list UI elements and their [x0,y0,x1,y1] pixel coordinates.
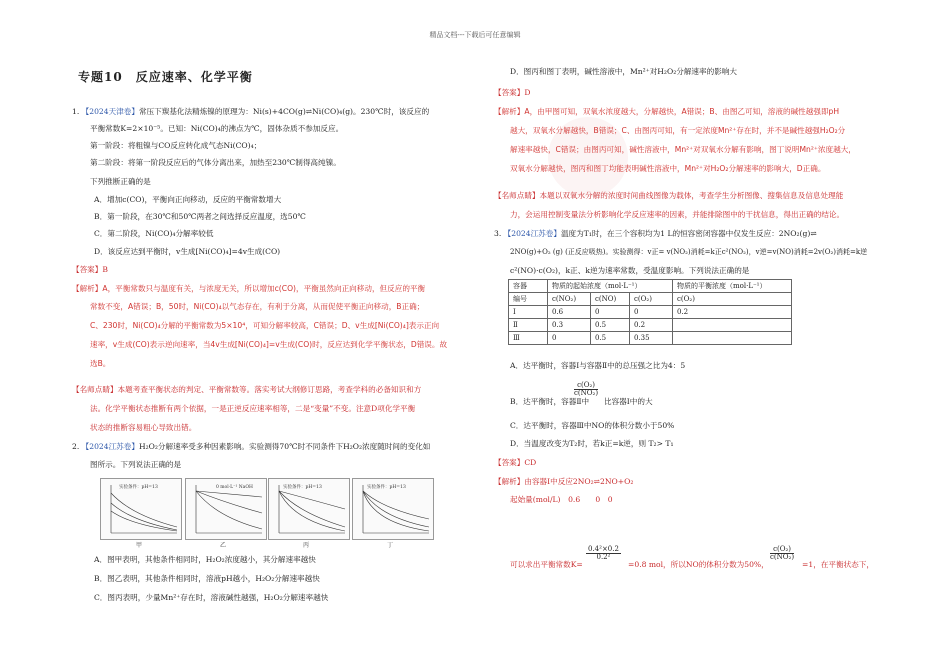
question-3-line: c²(NO)·c(O₂)，k正、k逆为速率常数，受温度影响。下列说法正确的是 [510,266,750,275]
analysis-2-line: 双氧水分解越快，图丙和图丁均能表明碱性溶液中，Mn²⁺对H₂O₂分解速率的影响大，D正确。 [510,164,826,173]
option-a: A．达平衡时，容器Ⅰ与容器Ⅱ中的总压强之比为4：5 [510,361,686,370]
table-header-cell: c(O₂) [673,293,792,306]
option-a: A．图甲表明，其他条件相同时，H₂O₂浓度越小，其分解速率越快 [94,555,316,564]
table-cell: 0.5 [591,319,630,332]
option-b: B．图乙表明，其他条件相同时，溶液pH越小，H₂O₂分解速率越快 [94,574,320,583]
option-b: B．第一阶段，在30℃和50℃两者之间选择反应温度，选50℃ [94,212,306,221]
option-c: C．达平衡时，容器Ⅲ中NO的体积分数小于50% [510,421,675,430]
figure-bing-plot [269,479,349,539]
table-header-cell: 物质的起始浓度（mol·L⁻¹） [548,280,673,293]
table-header-cell: c(NO₂) [548,293,591,306]
figure-yi-plot [186,479,266,539]
table-row [509,293,792,306]
analysis-3-line: 起始量(mol/L) 0.6 0 0 [510,495,613,504]
table-cell: 0.2 [630,319,673,332]
question-2-line: 图所示。下列说法正确的是 [90,460,182,469]
teacher-note-1-line: 法。化学平衡状态推断有两个依据，一是正逆反应速率相等，二是“变量”不变。注意D项化学平衡 [90,404,416,413]
page-title: 专题10 反应速率、化学平衡 [78,70,253,84]
panel-label: 实验条件：pH=13 [119,485,158,490]
answer-1: 【答案】B [72,265,108,274]
panel-caption: 丙 [303,542,310,549]
table-cell [673,319,792,332]
question-3-stem: 3. 【2024江苏卷】温度为T₁时，在三个容积均为1 L的恒容密闭容器中仅发生反应：2NO₂(g)⇌ [494,229,817,238]
figure-panel-ding [352,478,434,540]
table-cell: 0.5 [591,332,630,345]
teacher-note-1-line: 状态的推断容易粗心导致出错。 [90,423,197,432]
fraction-k-value [586,546,621,561]
fraction-numerator: 0.4²×0.2 [588,545,619,553]
table-cell: Ⅲ [509,332,548,345]
figure-jia-plot [101,479,181,539]
table-cell: 0.6 [548,306,591,319]
question-2-stem: 2. 【2024江苏卷】H₂O₂分解速率受多种因素影响。实验测得70℃时不同条件下H₂O₂浓度随时间的变化如 [72,442,431,451]
option-d: D．图丙和图丁表明，碱性溶液中，Mn²⁺对H₂O₂分解速率的影响大 [510,67,737,76]
fraction-denominator: 0.2² [596,553,611,561]
option-a: A．增加c(CO)，平衡向正向移动，反应的平衡常数增大 [94,195,282,204]
option-c: C．图丙表明，少量Mn²⁺存在时，溶液碱性越强，H₂O₂分解速率越快 [94,593,329,602]
option-b-tail: 比容器Ⅰ中的大 [604,397,653,406]
figure-panel-bing [268,478,350,540]
table-cell: 0.3 [548,319,591,332]
analysis-1-line: 【解析】A，平衡常数只与温度有关，与浓度无关，所以增加c(CO)，平衡虽然向正向移动，但反应的平衡 [72,284,426,293]
table-header-cell: 容器 [509,280,548,293]
table-cell: Ⅱ [509,319,548,332]
table-row [509,332,792,345]
teacher-note-2-line: 力，会运用控制变量法分析影响化学反应速率的因素，并能排除图中的干扰信息，得出正确的结论。 [510,210,845,219]
option-c: C．第二阶段，Ni(CO)₄分解率较低 [94,229,214,238]
analysis-3-line: 【解析】由容器Ⅰ中反应2NO₂⇌2NO+O₂ [494,477,634,486]
table-cell: 0.2 [673,306,792,319]
table-row [509,280,792,293]
table-cell [673,332,792,345]
figure-panel-yi [185,478,267,540]
panel-caption: 丁 [387,542,394,549]
answer-2: 【答案】D [494,88,531,97]
table-header-cell: 编号 [509,293,548,306]
fraction-numerator: c(O₂) [770,546,794,554]
table-header-cell: c(O₂) [630,293,673,306]
analysis-1-line: C、230时，Ni(CO)₄分解的平衡常数为5×10⁴，可知分解率较高，C错误；D、v生成[Ni(CO)₄]表示正向 [90,321,440,330]
panel-caption: 甲 [136,542,143,549]
question-1-line: 平衡常数K=2×10⁻⁵。已知：Ni(CO)₄的沸点为℃，固体杂质不参加反应。 [90,124,344,133]
analysis-1-line: 选B。 [90,359,111,368]
table-header-cell: 物质的平衡浓度（mol·L⁻¹） [673,280,792,293]
page-header: 精品文档---下载后可任意编辑 [429,31,521,39]
question-1-prompt: 下列推断正确的是 [90,177,151,186]
table-header-cell: c(NO) [591,293,630,306]
analysis-3-middle: =0.8 mol，所以NO的体积分数为50%， [628,560,769,569]
table-cell: 0.35 [630,332,673,345]
data-table [508,279,792,345]
answer-3: 【答案】CD [494,458,537,467]
analysis-2-line: 【解析】A，由甲图可知，双氧水浓度越大，分解越快，A错误；B、由图乙可知，溶液的碱性越强即pH [494,107,840,116]
fraction-o2-no2 [574,382,598,397]
question-1-line: 第一阶段：将粗镍与CO反应转化成气态Ni(CO)₄； [90,141,262,150]
analysis-3-prefix: 可以求出平衡常数K= [510,560,583,569]
analysis-2-line: 越大，双氧水分解越快，B错误；C、由图丙可知，有一定浓度Mn²⁺存在时，并不是碱性越强H₂O₂分 [510,126,846,135]
table-cell: 0 [630,306,673,319]
figure-panel-jia [100,478,182,540]
table-row [509,306,792,319]
fraction-o2-no2-ratio [770,546,794,561]
teacher-note-2-line: 【名师点睛】本题以双氧水分解的浓度时间曲线图像为载体，考查学生分析图像、搜集信息及信息处理能 [494,191,844,200]
analysis-2-line: 解速率越快，C错误；由图丙可知，碱性溶液中，Mn²⁺对双氧水分解有影响，图丁说明Mn²⁺浓度越大， [510,145,856,154]
panel-label: 0 mol·L⁻¹ NaOH [216,485,253,490]
table-cell: Ⅰ [509,306,548,319]
table-row [509,319,792,332]
question-1-line: 第二阶段：将第一阶段反应后的气体分离出来，加热至230℃制得高纯镍。 [90,158,341,167]
fraction-denominator: c(NO₂) [574,389,599,397]
question-3-line: 2NO(g)+O₂ (g) (正反应吸热)。实验测得：v正= v(NO₂)消耗=k正c²(NO₂)，v逆=v(NO)消耗=2v(O₂)消耗=k逆 [510,248,868,256]
question-1-stem: 1. 【2024天津卷】常压下羰基化法精炼镍的原理为：Ni(s)+4CO(g)⇌Ni(CO)₄(g)。230℃时，该反应的 [72,107,430,116]
fraction-denominator: c(NO₂) [770,553,795,561]
figure-ding-plot [353,479,433,539]
fraction-numerator: c(O₂) [574,382,598,390]
analysis-3-tail: =1，在平衡状态下， [802,560,874,569]
panel-label: 实验条件：pH=13 [283,485,322,490]
panel-caption: 乙 [220,542,227,549]
option-d: D．当温度改变为T₂时，若k正=k逆，则 T₂> T₁ [510,439,674,448]
teacher-note-1-line: 【名师点睛】本题考查平衡状态的判定、平衡常数等。落实考试大纲修订思路，考查学科的必备知识和方 [72,385,422,394]
analysis-1-line: 速率，v生成(CO)表示逆向速率，当4v生成[Ni(CO)₄]=v生成(CO)时，反应达到化学平衡状态，D错误。故 [90,340,448,349]
analysis-1-line: 常数不变，A错误；B，50时，Ni(CO)₄以气态存在，有利于分离，从而促使平衡正向移动，B正确； [90,302,425,311]
table-cell: 0 [591,306,630,319]
option-b: B．达平衡时，容器Ⅱ中 [510,397,590,406]
panel-label: 实验条件：pH=13 [367,485,406,490]
table-cell: 0 [548,332,591,345]
option-d: D．该反应达到平衡时，v生成[Ni(CO)₄]=4v生成(CO) [94,247,281,256]
